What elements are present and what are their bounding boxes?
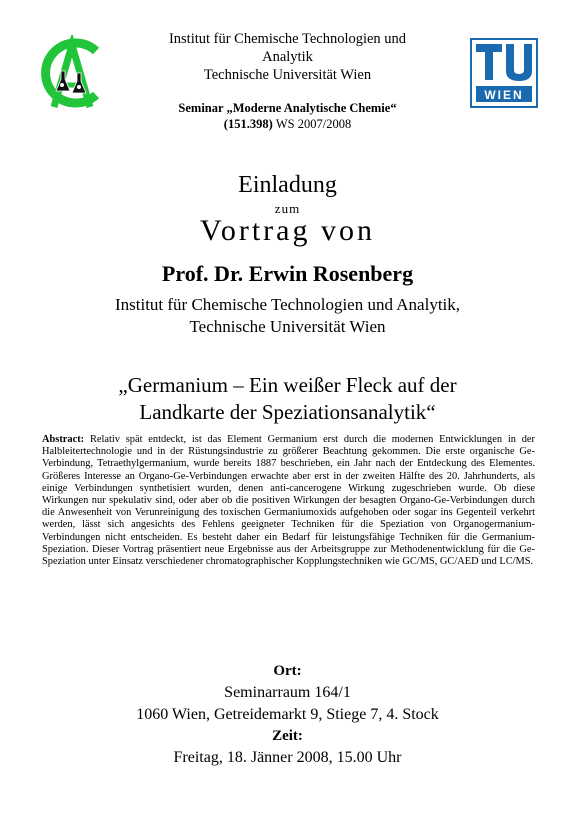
seminar-term: WS 2007/2008 xyxy=(275,117,352,131)
talk-title xyxy=(0,372,575,426)
speaker-name: Prof. Dr. Erwin Rosenberg xyxy=(161,261,414,286)
affiliation-line-1: Institut für Chemische Technologien und Analytik, xyxy=(114,295,461,314)
location-room: Seminarraum 164/1 xyxy=(224,684,351,701)
invitation-heading: Einladung xyxy=(238,172,337,198)
talk-title-line-1: „Germanium – Ein weißer Fleck auf der xyxy=(118,373,457,397)
abstract-text: Relativ spät entdeckt, ist das Element Germanium erst durch die modernen Entwicklungen in der Halbleitertechnologie und in der Rüstungsindustrie zu größerer Beachtung gekommen. Die erste organische Ge-Verbindung, Tetraethylgermanium, wurde bereits 1887 beschrieben, ein Jahr nach der Entdeckung des Elementes. Größeres Interesse an Organo-Ge-Verbindungen erwachte aber erst in der zweiten Hälfte des 20. Jahrhunderts, als einige Verbindungen synthetisiert wurden, denen anti-cancerogene Wirkung zugeschrieben wurde. Ob diese Wirkungen nur spekulativ sind, oder aber ob die positiven Wirkungen der besagten Organo-Ge-Verbindungen durch die Anwesenheit von Verunreinigung des toxischen Germaniumoxids aufgehoben oder sogar ins Gegenteil verkehrt werden, lässt sich angesichts des Fehlens geeigneter Techniken für die Speziation von Organogermanium-Verbindungen nicht entscheiden. Es besteht daher ein Bedarf für leistungsfähige Techniken für die Germanium-Speziation. Dieser Vortrag präsentiert neue Ergebnisse aus der Arbeitsgruppe zur Methodenentwicklung für die Ge-Speziation unter Einsatz verschiedener chromatographischer Kopplungstechniken wie GC/MS, GC/AED und LC/MS. xyxy=(42,434,535,568)
seminar-number: (151.398) xyxy=(223,117,273,131)
institute-line-2: Analytik xyxy=(262,49,313,65)
location-address: 1060 Wien, Getreidemarkt 9, Stiege 7, 4. Stock xyxy=(136,706,439,723)
location-label: Ort: xyxy=(273,663,302,679)
svg-text:WIEN: WIEN xyxy=(484,88,524,102)
invitation-zum: zum xyxy=(274,201,301,216)
university-name: Technische Universität Wien xyxy=(203,67,372,83)
time-value: Freitag, 18. Jänner 2008, 15.00 Uhr xyxy=(173,749,402,766)
speaker-affiliation xyxy=(0,294,575,338)
tu-wien-logo xyxy=(470,38,538,108)
time-label: Zeit: xyxy=(272,728,303,744)
affiliation-line-2: Technische Universität Wien xyxy=(189,317,386,336)
institute-header xyxy=(110,30,465,84)
abstract xyxy=(42,434,535,568)
institute-logo xyxy=(34,35,110,111)
seminar-id-term xyxy=(110,116,465,132)
location-details xyxy=(0,682,575,726)
seminar-info xyxy=(110,100,465,132)
abstract-label: Abstract: xyxy=(42,434,85,445)
seminar-title: Seminar „Moderne Analytische Chemie“ xyxy=(178,101,397,115)
institute-line-1: Institut für Chemische Technologien und xyxy=(168,31,407,47)
invitation-vortrag: Vortrag von xyxy=(200,214,375,247)
talk-title-line-2: Landkarte der Speziationsanalytik“ xyxy=(139,400,436,424)
